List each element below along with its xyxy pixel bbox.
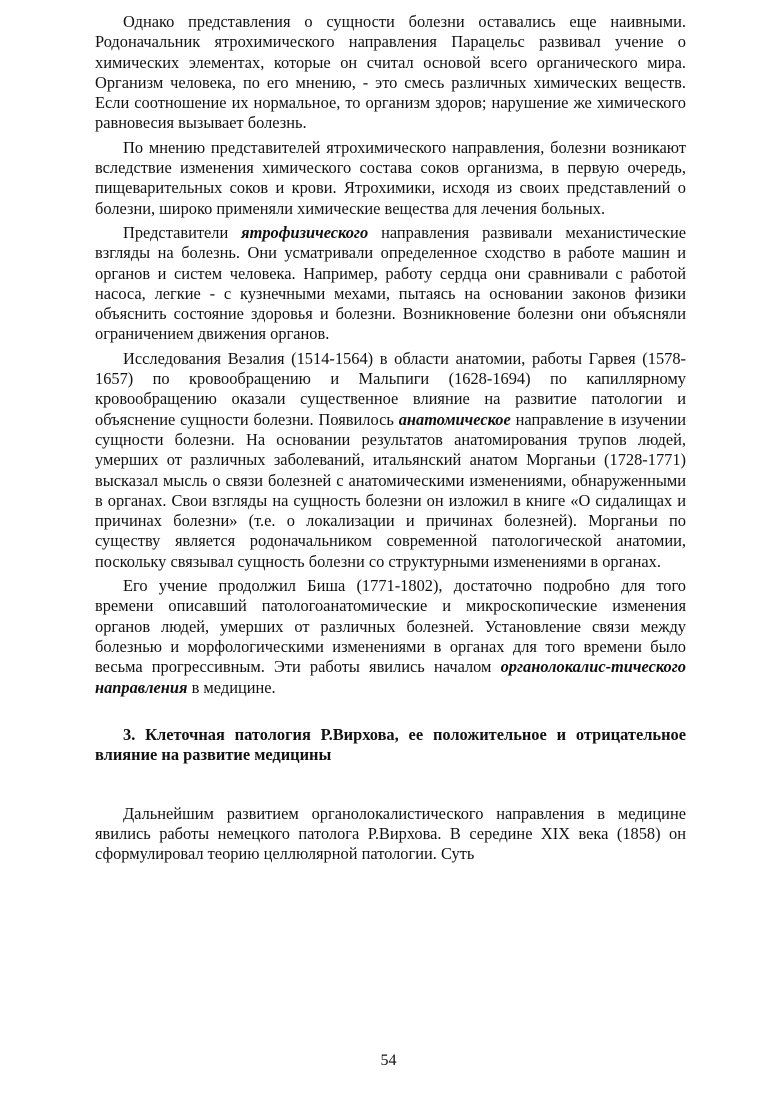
paragraph-iatrochemistry: По мнению представителей ятрохимического направления, болезни возникают вследствие изменения химического состава соков организма, в первую очередь, пищеварительных соков и крови. Ятрохимики, исходя из своих представлений о болезни, широко применяли химические вещества для лечения больных. <box>95 137 686 218</box>
page-number: 54 <box>380 1052 397 1069</box>
text-segment: Исследования Везалия (1514-1564) в области анатомии, работы Гарвея (1578-1657) по кровообращению и Мальпиги (1628-1694) по капиллярному кровообращению оказали существенное влияние на развитие патологии и объяснение сущности болезни. Появилось <box>95 348 686 429</box>
emphasized-term: органолокалис-тического направления <box>95 657 686 697</box>
text-segment: направление в изучении сущности болезни. На основании результатов анатомирования трупов людей, умерших от различных заболеваний, итальянский анатом Морганьи (1728-1771) высказал мысль о связи болезней с анатомическими изменениями, обнаруженными в органах. Свои взгляды на сущность болезни он изложил в книге «О сидалищах и причинах болезни» (т.е. о локализации и причинах болезней). Морганьи по существу является родоначальником современной патологической анатомии, поскольку связывал сущность болезни со структурными изменениями в органах. <box>95 409 686 571</box>
emphasized-term: анатомическое <box>398 409 511 429</box>
emphasized-term: ятрофизического <box>241 222 369 242</box>
paragraph-anatomical <box>95 349 686 572</box>
paragraph-iatrophysics <box>95 223 686 345</box>
text-segment: в медицине. <box>187 677 276 697</box>
text-segment: Его учение продолжил Биша (1771-1802), достаточно подробно для того времени описавший патологоанатомические и микроскопические изменения органов людей, умерших от различных болезней. Установление связи между болезнью и морфологическими изменениями в органах для того времени было весьма прогрессивным. Эти работы явились началом <box>95 576 686 677</box>
paragraph-bichat <box>95 576 686 698</box>
text-segment: направления развивали механистические взгляды на болезнь. Они усматривали определенное сходство в работе машин и органов и систем человека. Например, работу сердца они сравнивали с работой насоса, легкие - с кузнечными мехами, пытаясь на основании законов физики объяснить состояние здоровья и болезни. Возникновение болезни они объясняли ограничением движения органов. <box>95 222 687 344</box>
page-body <box>95 12 686 865</box>
text-segment: Представители <box>123 222 242 242</box>
paragraph-paracelsus: Однако представления о сущности болезни оставались еще наивными. Родоначальник ятрохимического направления Парацельс развивал учение о химических элементах, которые он считал основой всего органического мира. Организм человека, по его мнению, - это смесь различных химических веществ. Если соотношение их нормальное, то организм здоров; нарушение же химического равновесия вызывает болезнь. <box>95 12 686 133</box>
section-heading: 3. Клеточная патология Р.Вирхова, ее положительное и отрицательное влияние на развитие медицины <box>95 724 686 764</box>
paragraph-virchow: Дальнейшим развитием органолокалистического направления в медицине явились работы немецкого патолога Р.Вирхова. В середине XIX века (1858) он сформулировал теорию целлюлярной патологии. Суть <box>95 803 686 864</box>
